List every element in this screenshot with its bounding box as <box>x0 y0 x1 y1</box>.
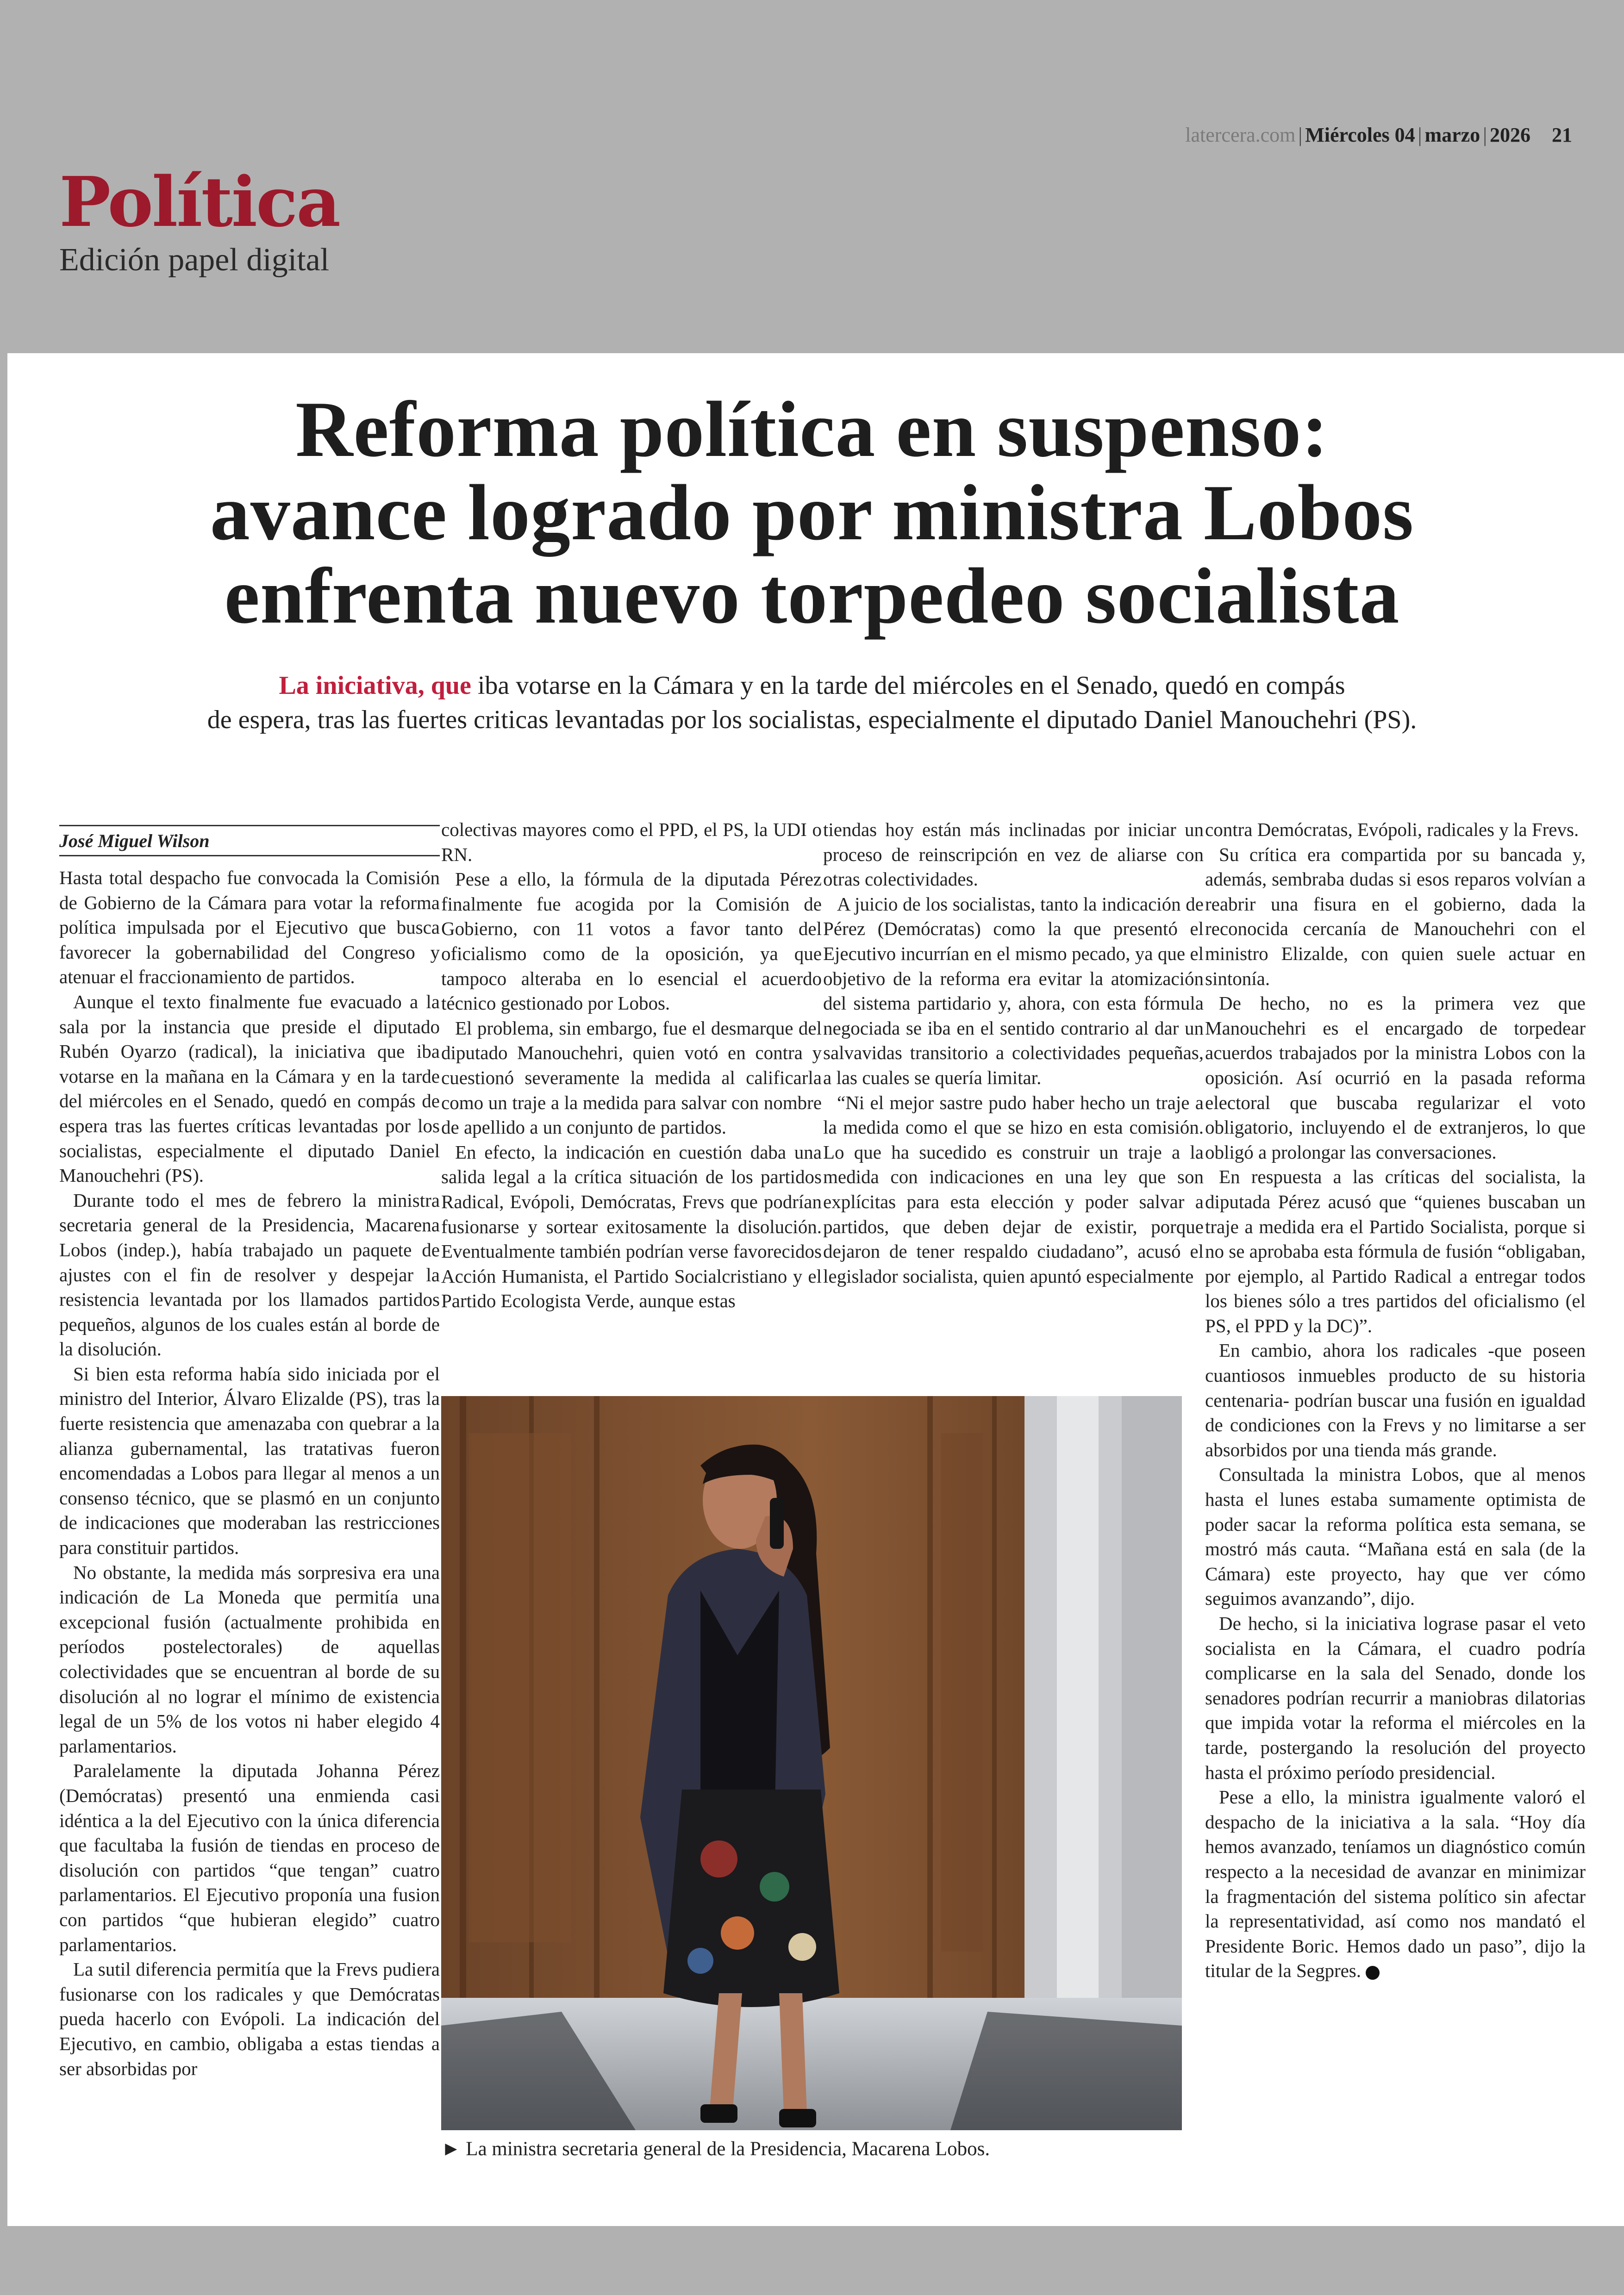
paragraph: Durante todo el mes de febrero la ministra secretaria general de la Presidencia, Macarena Lobos (indep.), había trabajado un paquete de ajustes con el fin de resolver y despejar la resistencia levantada por los llamados partidos pequeños, algunos de los cuales están al borde de la disolución. <box>59 1189 440 1360</box>
paragraph: El problema, sin embargo, fue el desmarque del diputado Manouchehri, quien votó en contra y cuestionó severamente la medida al calificarla como un traje a la medida para salvar con nombre de apellido a un conjunto de partidos. <box>441 1017 822 1138</box>
edition-label: Edición papel digital <box>59 242 330 278</box>
dek <box>83 668 1541 737</box>
article-column-3 <box>823 817 1204 1373</box>
paragraph: tiendas hoy están más inclinadas por iniciar un proceso de reinscripción en vez de aliarse con otras colectividades. <box>823 819 1204 890</box>
paragraph: “Ni el mejor sastre pudo haber hecho un traje a la medida como el que se hizo en esta comisión. Lo que ha sucedido es construir un traje a la medida con indicaciones en una ley que son explícitas para esta elección y poder salvar a partidos, que deben dejar de existir, porque dejaron de tener respaldo ciudadano”, acusó el legislador socialista, quien apuntó especialmente <box>823 1091 1204 1287</box>
paragraph: Consultada la ministra Lobos, que al menos hasta el lunes estaba sumamente optimista de poder sacar la reforma política esta semana, se mostró más cauta. “Mañana está en sala (de la Cámara) este proyecto, hay que ver cómo seguimos avanzando”, dijo. <box>1205 1464 1586 1609</box>
paragraph: Pese a ello, la fórmula de la diputada Pérez finalmente fue acogida por la Comisión de Gobierno, con 11 votos a favor tanto del oficialismo como de la oposición, ya que tampoco alteraba en lo esencial el acuerdo técnico gestionado por Lobos. <box>441 868 822 1014</box>
paragraph: contra Demócratas, Evópoli, radicales y la Frevs. <box>1205 819 1579 840</box>
paragraph: Si bien esta reforma había sido iniciada por el ministro del Interior, Álvaro Elizalde (PS), tras la fuerte resistencia que amenazaba con quebrar a la alianza gubernamental, las tratativas fueron encomendadas a Lobos para llegar al menos a un consenso técnico, que se plasmó en un conjunto de indicaciones que moderaban las restricciones para constituir partidos. <box>59 1363 440 1559</box>
paragraph: En efecto, la indicación en cuestión daba una salida legal a la crítica situación de los partidos Radical, Evópoli, Demócratas, Frevs que podrían fusionarse y sortear exitosamente la disolución. Eventualmente también podrían verse favorecidos Acción Humanista, el Partido Socialcristiano y el Partido Ecologista Verde, aunque estas <box>441 1141 822 1312</box>
photo-caption: ► La ministra secretaria general de la Presidencia, Macarena Lobos. <box>441 2138 990 2160</box>
paragraph: Pese a ello, la ministra igualmente valoró el despacho de la iniciativa a la sala. “Hoy día hemos avanzado, teníamos un diagnóstico común respecto a la necesidad de avanzar en minimizar la fragmentación del sistema político sin afectar la representatividad, así como nos mandató el Presidente Boric. Hemos dado un paso”, dijo la titular de la Segpres. <box>1205 1786 1586 1982</box>
paragraph: Aunque el texto finalmente fue evacuado a la sala por la instancia que preside el diputado Rubén Oyarzo (radical), la iniciativa que iba votarse en la mañana en la Cámara y en la tarde del miércoles en el Senado, quedó en compás de espera tras las fuertes críticas levantadas por los socialistas, especialmente el diputado Daniel Manouchehri (PS). <box>59 991 440 1186</box>
paragraph: Hasta total despacho fue convocada la Comisión de Gobierno de la Cámara para votar la reforma política impulsada por el Ejecutivo que busca favorecer la gobernabilidad del Congreso y atenuar el fraccionamiento de partidos. <box>59 867 440 988</box>
section-title: Política <box>59 162 340 242</box>
paragraph: Su crítica era compartida por su bancada y, además, sembraba dudas si esos reparos volvían a reabrir una fisura en el gobierno, dada la reconocida cercanía de Manouchehri con el ministro Elizalde, con quien suele actuar en sintonía. <box>1205 843 1586 989</box>
page-number: 21 <box>1552 124 1572 146</box>
masthead-meta: latercera.com | Miércoles 04 | marzo | 2026 21 <box>1185 124 1572 146</box>
site-name[interactable]: latercera.com <box>1185 124 1296 146</box>
paragraph: A juicio de los socialistas, tanto la indicación de Pérez (Demócratas) como la que presentó el Ejecutivo incurrían en el mismo pecado, ya que el objetivo de la reforma era evitar la atomización del sistema partidario y, ahora, con esta fórmula negociada se iba en el sentido contrario al dar un salvavidas transitorio a colectividades pequeñas, a las cuales se quería limitar. <box>823 893 1204 1088</box>
dek-text: de espera, tras las fuertes criticas levantadas por los socialistas, especialmente el diputado Daniel Manouchehri (PS). <box>207 705 1417 734</box>
article-column-2 <box>441 817 822 1373</box>
headline-line: enfrenta nuevo torpedeo socialista <box>224 552 1400 640</box>
paragraph: En cambio, ahora los radicales -que poseen cuantiosos inmuebles producto de su historia centenaria- podrían buscar una fusión en igualdad de condiciones con la Frevs y no limitarse a ser absorbidos por una tienda más grande. <box>1205 1340 1586 1460</box>
article-column-1 <box>59 825 440 2167</box>
headline-line: avance logrado por ministra Lobos <box>210 469 1414 557</box>
headline-line: Reforma política en suspenso: <box>295 386 1329 474</box>
date-year: 2026 <box>1490 124 1530 146</box>
date-month: marzo <box>1424 124 1480 146</box>
end-mark-icon <box>1366 1966 1380 1980</box>
dek-lead: La iniciativa, que <box>279 671 471 700</box>
date-weekday: Miércoles 04 <box>1305 124 1415 146</box>
headline <box>0 388 1624 638</box>
paragraph: colectivas mayores como el PPD, el PS, la UDI o RN. <box>441 819 822 865</box>
article-photo <box>441 1396 1182 2130</box>
paragraph: Paralelamente la diputada Johanna Pérez (Demócratas) presentó una enmienda casi idéntica a la del Ejecutivo con la única diferencia que facultaba la fusión de tiendas en proceso de disolución con partidos “que tengan” cuatro parlamentarios. El Ejecutivo proponía una fusion con partidos “que hubieran elegido” cuatro parlamentarios. <box>59 1760 440 1955</box>
paragraph: No obstante, la medida más sorpresiva era una indicación de La Moneda que permitía una excepcional fusión (actualmente prohibida en períodos postelectorales) de aquellas colectividades que se encuentran al borde de su disolución al no lograr el mínimo de existencia legal de un 5% de los votos ni haber elegido 4 parlamentarios. <box>59 1561 440 1757</box>
article-column-4 <box>1205 817 1586 2164</box>
paragraph: La sutil diferencia permitía que la Frevs pudiera fusionarse con los radicales y que Demócratas pueda hacerlo con Evópoli. La indicación del Ejecutivo, en cambio, obligaba a estas tiendas a ser absorbidas por <box>59 1958 440 2079</box>
byline: José Miguel Wilson <box>59 825 440 856</box>
paragraph: De hecho, si la iniciativa lograse pasar el veto socialista en la Cámara, el cuadro podría complicarse en la sala del Senado, donde los senadores podrían recurrir a maniobras dilatorias que impida votar la reforma el miércoles en la tarde, postergando la resolución del proyecto hasta el próximo período presidencial. <box>1205 1613 1586 1783</box>
paragraph: En respuesta a las críticas del socialista, la diputada Pérez acusó que “quienes buscaban un traje a medida era el Partido Socialista, porque si no se aprobaba esta fórmula de fusión “obligaban, por ejemplo, al Partido Radical a entregar todos los bienes sólo a tres partidos del oficialismo (el PS, el PPD y la DC)”. <box>1205 1166 1586 1336</box>
paragraph-last <box>1205 1785 1586 1983</box>
photo-illustration <box>441 1396 1182 2130</box>
dek-text: iba votarse en la Cámara y en la tarde del miércoles en el Senado, quedó en compás <box>471 671 1345 700</box>
paragraph: De hecho, no es la primera vez que Manouchehri es el encargado de torpedear acuerdos trabajados por la ministra Lobos con la oposición. Así ocurrió en la pasada reforma electoral que buscaba regularizar el voto obligatorio, incluyendo el de extranjeros, lo que obligó a prolongar las conversaciones. <box>1205 992 1586 1163</box>
